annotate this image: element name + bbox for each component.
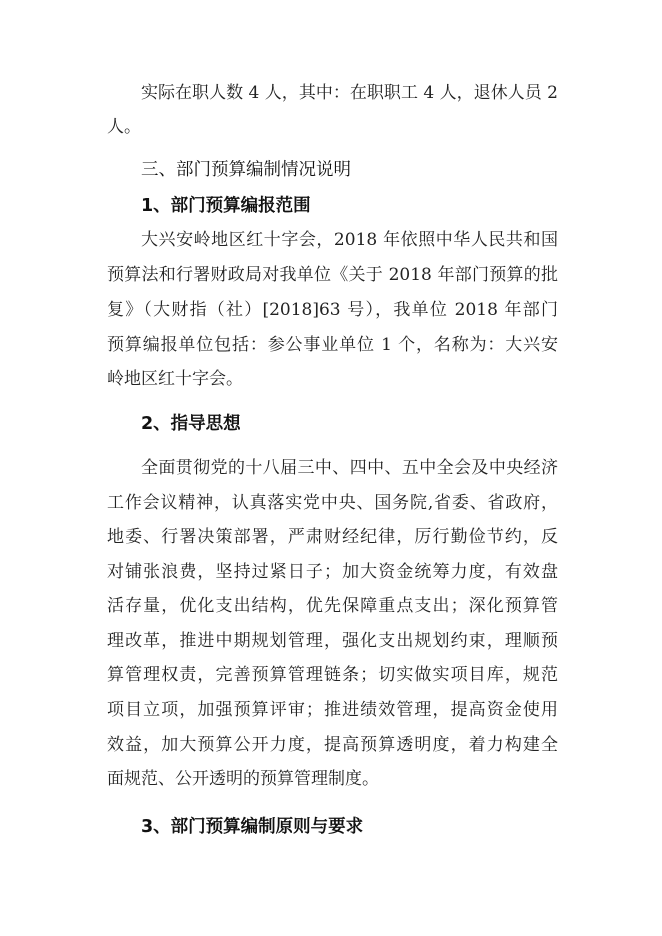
paragraph-line: 理改革，推进中期规划管理，强化支出规划约束，理顺预 xyxy=(107,631,558,651)
section-heading: 三、部门预算编制情况说明 xyxy=(141,160,351,180)
paragraph-line: 项目立项，加强预算评审；推进绩效管理，提高资金使用 xyxy=(107,700,558,720)
paragraph-line: 活存量，优化支出结构，优先保障重点支出；深化预算管 xyxy=(107,596,558,616)
paragraph-line: 预算编报单位包括：参公事业单位 1 个，名称为：大兴安 xyxy=(107,335,558,355)
paragraph-line: 人。 xyxy=(107,117,141,137)
paragraph-line: 效益，加大预算公开力度，提高预算透明度，着力构建全 xyxy=(107,735,558,755)
paragraph-line: 算管理权责，完善预算管理链条；切实做实项目库，规范 xyxy=(107,665,558,685)
paragraph-line: 地委、行署决策部署，严肃财经纪律，厉行勤俭节约，反 xyxy=(107,527,558,547)
paragraph-line: 全面贯彻党的十八届三中、四中、五中全会及中央经济 xyxy=(141,458,558,478)
paragraph-line: 对铺张浪费，坚持过紧日子；加大资金统筹力度，有效盘 xyxy=(107,562,558,582)
paragraph-line: 工作会议精神，认真落实党中央、国务院,省委、省政府， xyxy=(107,493,558,513)
paragraph-line: 实际在职人数 4 人，其中：在职职工 4 人，退休人员 2 xyxy=(141,83,558,103)
paragraph-line: 大兴安岭地区红十字会，2018 年依照中华人民共和国 xyxy=(141,230,558,250)
paragraph-line: 复》（大财指（社）[2018]63 号），我单位 2018 年部门 xyxy=(107,300,558,320)
paragraph-line: 岭地区红十字会。 xyxy=(107,369,243,389)
paragraph-line: 面规范、公开透明的预算管理制度。 xyxy=(107,769,379,789)
subsection-heading-3: 3、部门预算编制原则与要求 xyxy=(141,817,364,837)
subsection-heading-1: 1、部门预算编报范围 xyxy=(141,196,311,216)
paragraph-line: 预算法和行署财政局对我单位《关于 2018 年部门预算的批 xyxy=(107,265,558,285)
subsection-heading-2: 2、指导思想 xyxy=(141,414,241,434)
